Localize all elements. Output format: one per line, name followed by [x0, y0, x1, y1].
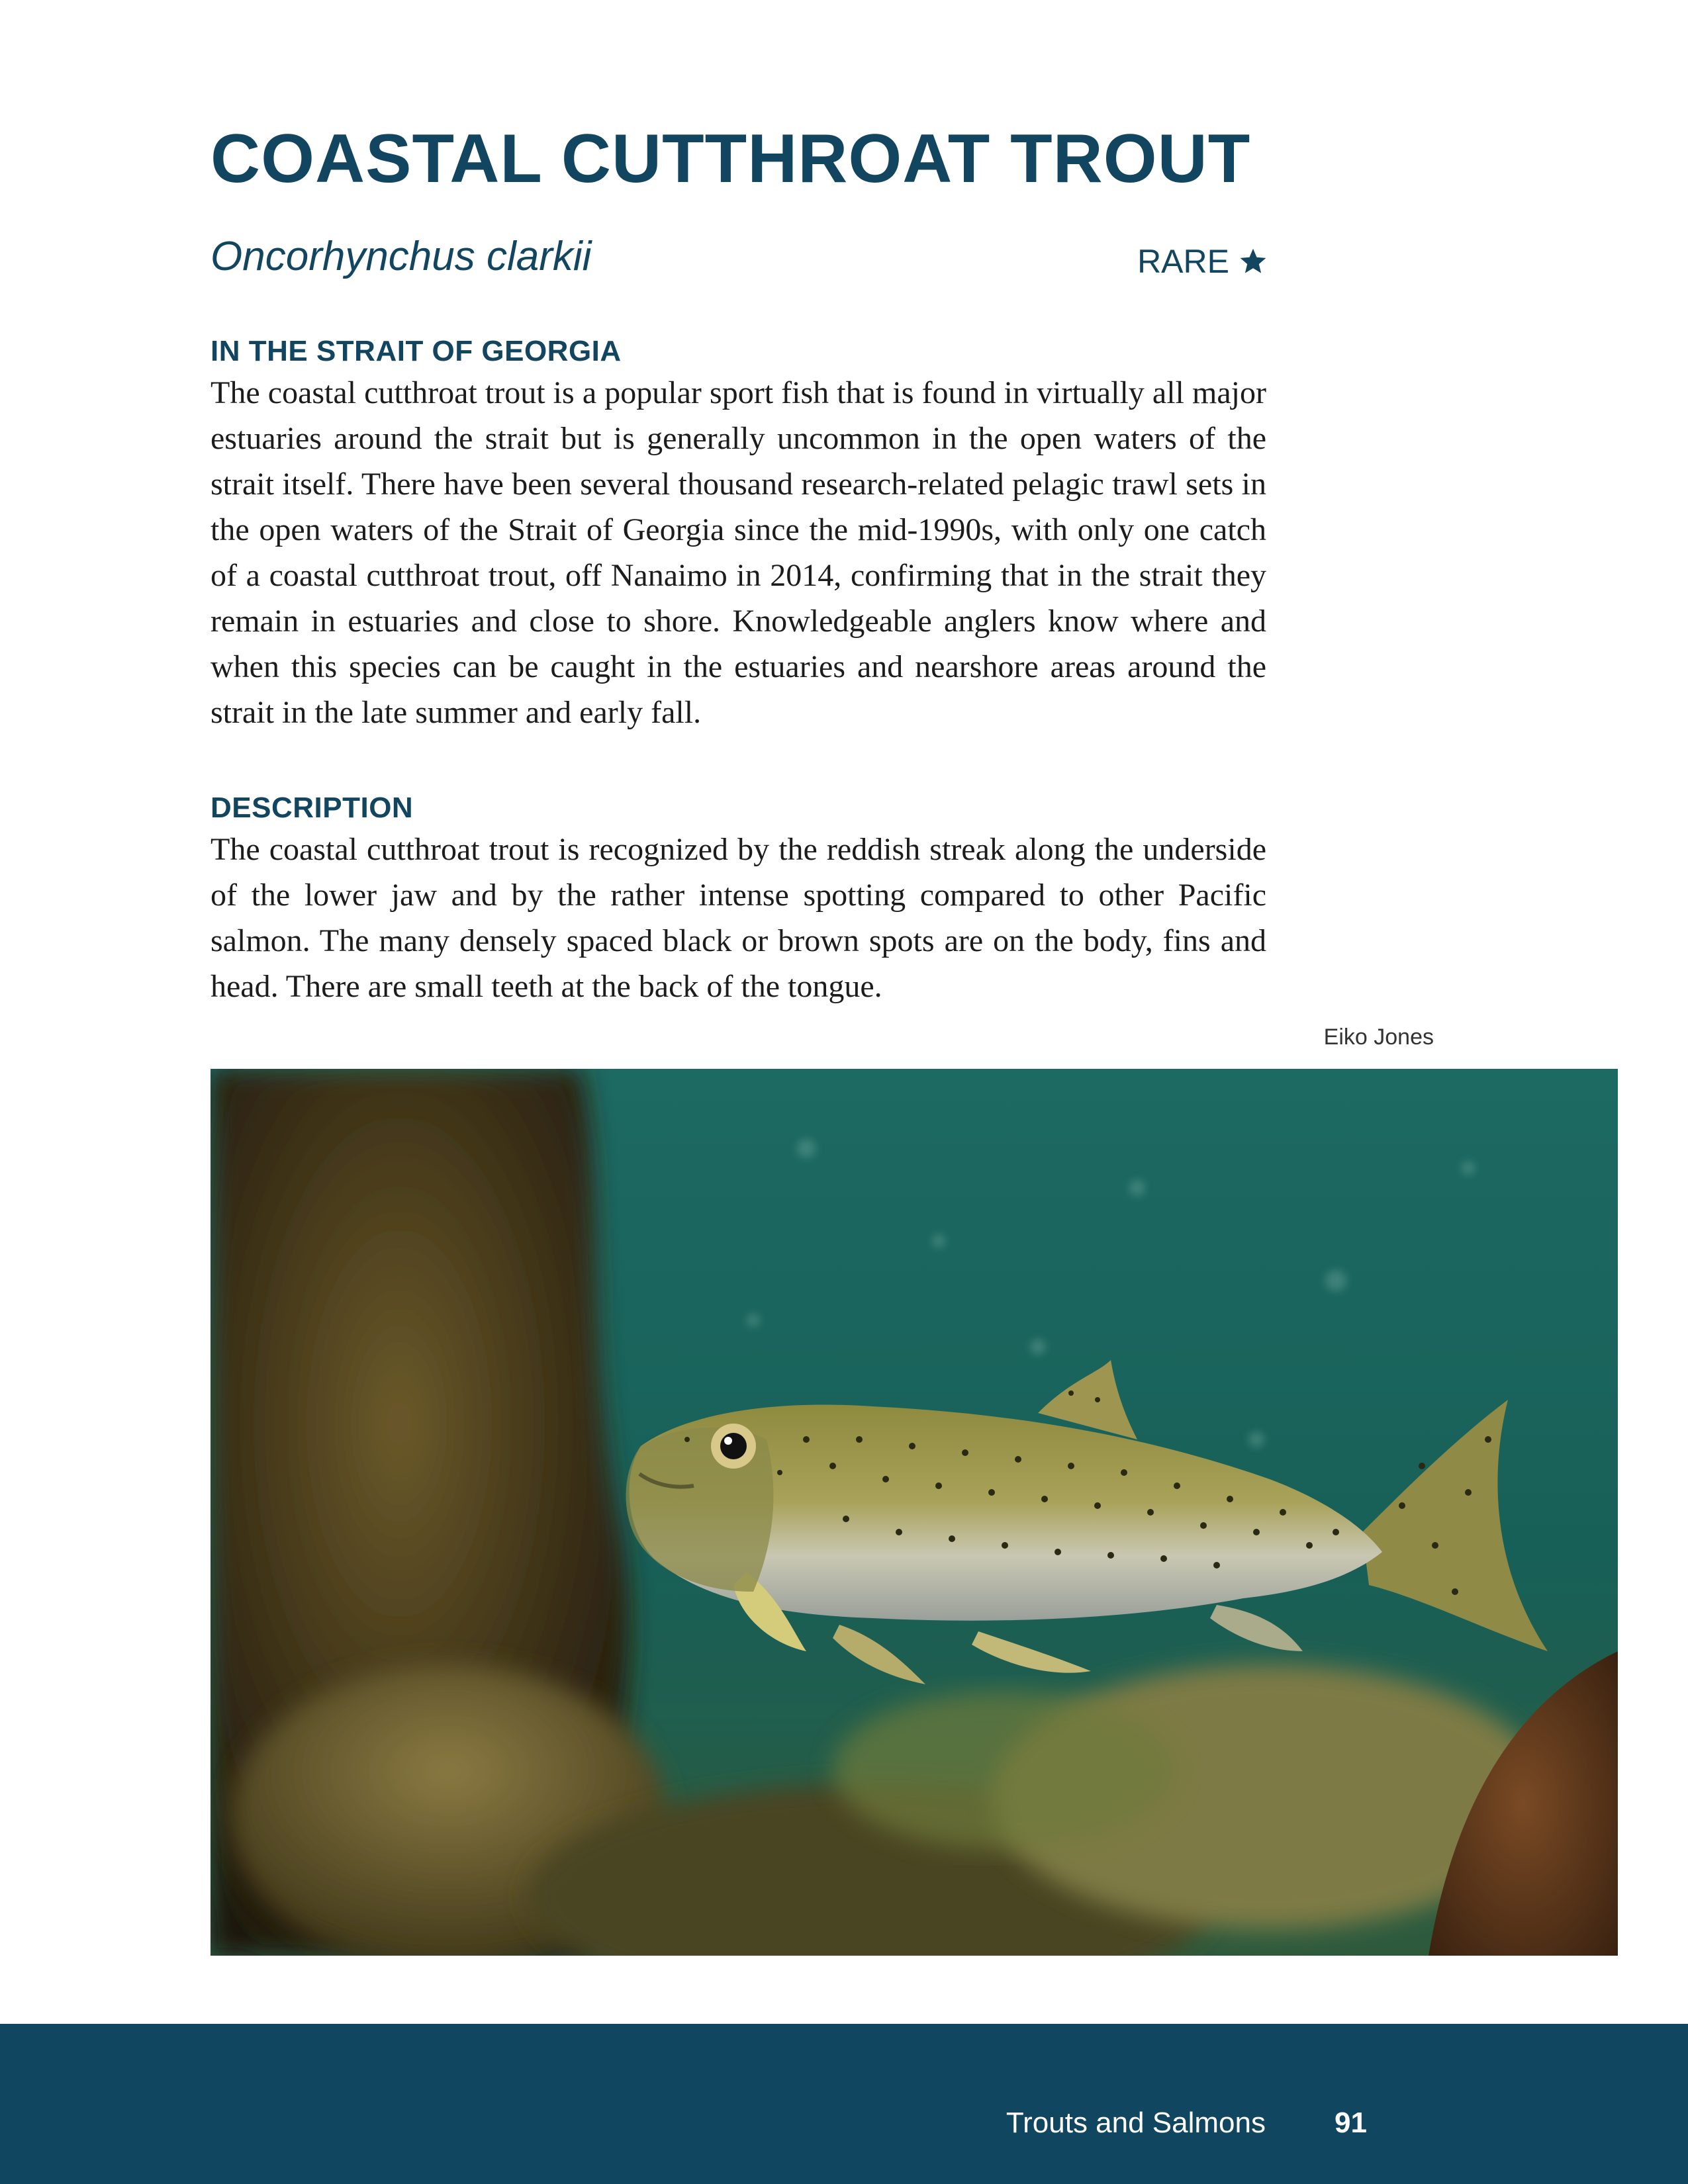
status-label: RARE	[1137, 243, 1229, 280]
section-body: The coastal cutthroat trout is a popular sport fish that is found in virtually all major estuaries around the strait but is generally uncommon in the open waters of the strait itself. There have been several thousand research-related pelagic trawl sets in the open waters of the Strait of Georgia since the mid-1990s, with only one catch of a coastal cutthroat trout, off Nanaimo in 2014, confirming that in the strait they remain in estuaries and close to shore. Knowledgeable anglers know where and when this species can be caught in the estuaries and nearshore areas around the strait in the late summer and early fall.	[211, 375, 1266, 730]
footer-section-name: Trouts and Salmons	[1006, 2107, 1266, 2139]
photo-credit: Eiko Jones	[1323, 1024, 1434, 1050]
section-description	[211, 790, 1266, 1009]
trout-photo	[211, 1069, 1618, 1956]
section-body: The coastal cutthroat trout is recognized by the reddish streak along the underside of the lower jaw and by the rather intense spotting compared to other Pacific salmon. The many densely spaced black or brown spots are on the body, fins and head. There are small teeth at the back of the tongue.	[211, 832, 1266, 1004]
page-title: COASTAL CUTTHROAT TROUT	[211, 120, 1251, 197]
section-heading: IN THE STRAIT OF GEORGIA	[211, 335, 622, 367]
status-badge	[1137, 240, 1268, 283]
section-strait-of-georgia	[211, 333, 1266, 735]
page-footer	[0, 2024, 1688, 2184]
page-number: 91	[1335, 2107, 1367, 2139]
scientific-name: Oncorhynchus clarkii	[211, 234, 592, 279]
section-heading: DESCRIPTION	[211, 792, 414, 824]
star-icon	[1239, 247, 1268, 276]
